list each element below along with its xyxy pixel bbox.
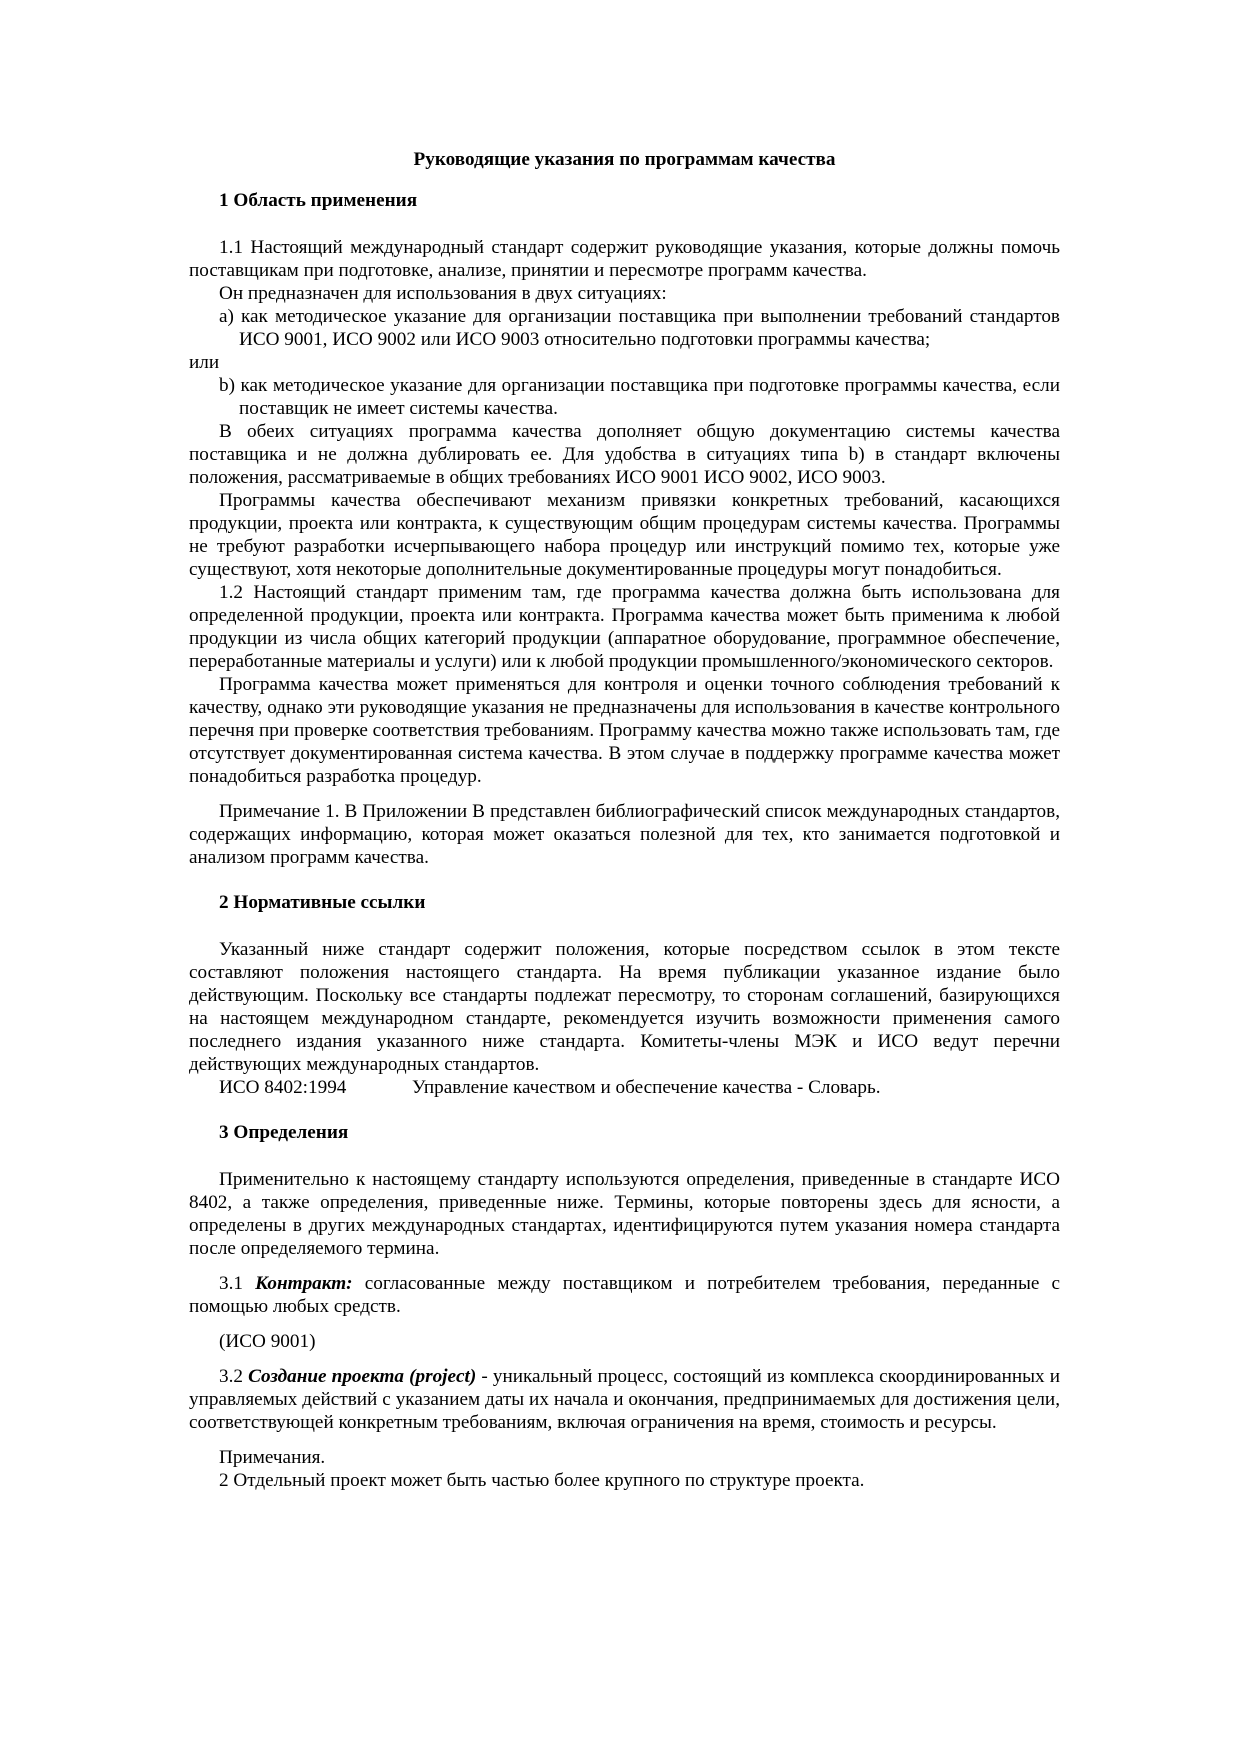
notes-label: Примечания. — [219, 1447, 326, 1468]
definition-3-1-term: Контракт: — [255, 1273, 353, 1294]
document-page — [189, 148, 1060, 1492]
definition-3-1 — [189, 1272, 1060, 1318]
definition-3-2 — [189, 1365, 1060, 1434]
reference-title: Управление качеством и обеспечение качества - Словарь. — [412, 1077, 881, 1098]
definition-3-1-source: (ИСО 9001) — [219, 1331, 316, 1352]
section-3-heading: 3 Определения — [219, 1122, 349, 1143]
definition-3-2-term: Создание проекта (project) — [248, 1366, 477, 1387]
section-2-paragraph-1: Указанный ниже стандарт содержит положения, которые посредством ссылок в этом тексте составляют положения настоящего стандарта. На время публикации указанное издание было действующим. Поскольку все стандарты подлежат пересмотру, то сторонам соглашений, базирующихся на настоящем международном стандарте, рекомендуется изучить возможности применения самого последнего издания указанного ниже стандарта. Комитеты-члены МЭК и ИСО ведут перечни действующих международных стандартов. — [189, 939, 1060, 1075]
section-1-paragraph-2: Он предназначен для использования в двух ситуациях: — [219, 283, 667, 304]
section-1-or: или — [189, 352, 220, 373]
section-1-item-a: a) как методическое указание для организации поставщика при выполнении требований стандартов ИСО 9001, ИСО 9002 или ИСО 9003 относительно подготовки программы качества; — [219, 306, 1060, 350]
section-1-paragraph-1: 1.1 Настоящий международный стандарт содержит руководящие указания, которые должны помочь поставщикам при подготовке, анализе, принятии и пересмотре программ качества. — [189, 237, 1060, 281]
section-1-paragraph-6: Программа качества может применяться для контроля и оценки точного соблюдения требований к качеству, однако эти руководящие указания не предназначены для использования в качестве контрольного перечня при проверке соответствия требованиям. Программу качества можно также использовать там, где отсутствует документированная система качества. В этом случае в поддержку программе качества может понадобиться разработка процедур. — [189, 674, 1060, 787]
definition-3-1-number: 3.1 — [219, 1273, 256, 1294]
section-1-paragraph-3: В обеих ситуациях программа качества дополняет общую документацию системы качества поставщика и не должна дублировать ее. Для удобства в ситуациях типа b) в стандарт включены положения, рассматриваемые в общих требованиях ИСО 9001 ИСО 9002, ИСО 9003. — [189, 421, 1060, 488]
section-1-heading: 1 Область применения — [219, 190, 418, 211]
document-title: Руководящие указания по программам качества — [413, 149, 836, 170]
normative-reference-row — [189, 1076, 1060, 1099]
note-2: 2 Отдельный проект может быть частью более крупного по структуре проекта. — [219, 1470, 865, 1491]
section-3-paragraph-1: Применительно к настоящему стандарту используются определения, приведенные в стандарте ИСО 8402, а также определения, приведенные ниже. Термины, которые повторены здесь для ясности, а определены в других международных стандартах, идентифицируются путем указания номера стандарта после определяемого термина. — [189, 1169, 1060, 1259]
section-1-item-b: b) как методическое указание для организации поставщика при подготовке программы качества, если поставщик не имеет системы качества. — [219, 375, 1060, 419]
definition-3-2-number: 3.2 — [219, 1366, 249, 1387]
section-1-paragraph-4: Программы качества обеспечивают механизм привязки конкретных требований, касающихся продукции, проекта или контракта, к существующим общим процедурам системы качества. Программы не требуют разработки исчерпывающего набора процедур или инструкций помимо тех, которые уже существуют, хотя некоторые дополнительные документированные процедуры могут понадобиться. — [189, 490, 1060, 580]
definition-3-2-text: - уникальный процесс, состоящий из комплекса скоординированных и управляемых действий с указанием даты их начала и окончания, предпринимаемых для достижения цели, соответствующей конкретным требованиям, включая ограничения на время, стоимость и ресурсы. — [189, 1366, 1061, 1433]
section-1-paragraph-5: 1.2 Настоящий стандарт применим там, где программа качества должна быть использована для определенной продукции, проекта или контракта. Программа качества может быть применима к любой продукции из числа общих категорий продукции (аппаратное оборудование, программное обеспечение, переработанные материалы и услуги) или к любой продукции промышленного/экономического секторов. — [189, 582, 1060, 672]
section-2-heading: 2 Нормативные ссылки — [219, 892, 426, 913]
reference-code: ИСО 8402:1994 — [219, 1077, 347, 1098]
section-1-note-1: Примечание 1. В Приложении В представлен библиографический список международных стандартов, содержащих информацию, которая может оказаться полезной для тех, кто занимается подготовкой и анализом программ качества. — [189, 801, 1060, 868]
definition-3-1-text: согласованные между поставщиком и потребителем требования, переданные с помощью любых средств. — [189, 1273, 1061, 1317]
